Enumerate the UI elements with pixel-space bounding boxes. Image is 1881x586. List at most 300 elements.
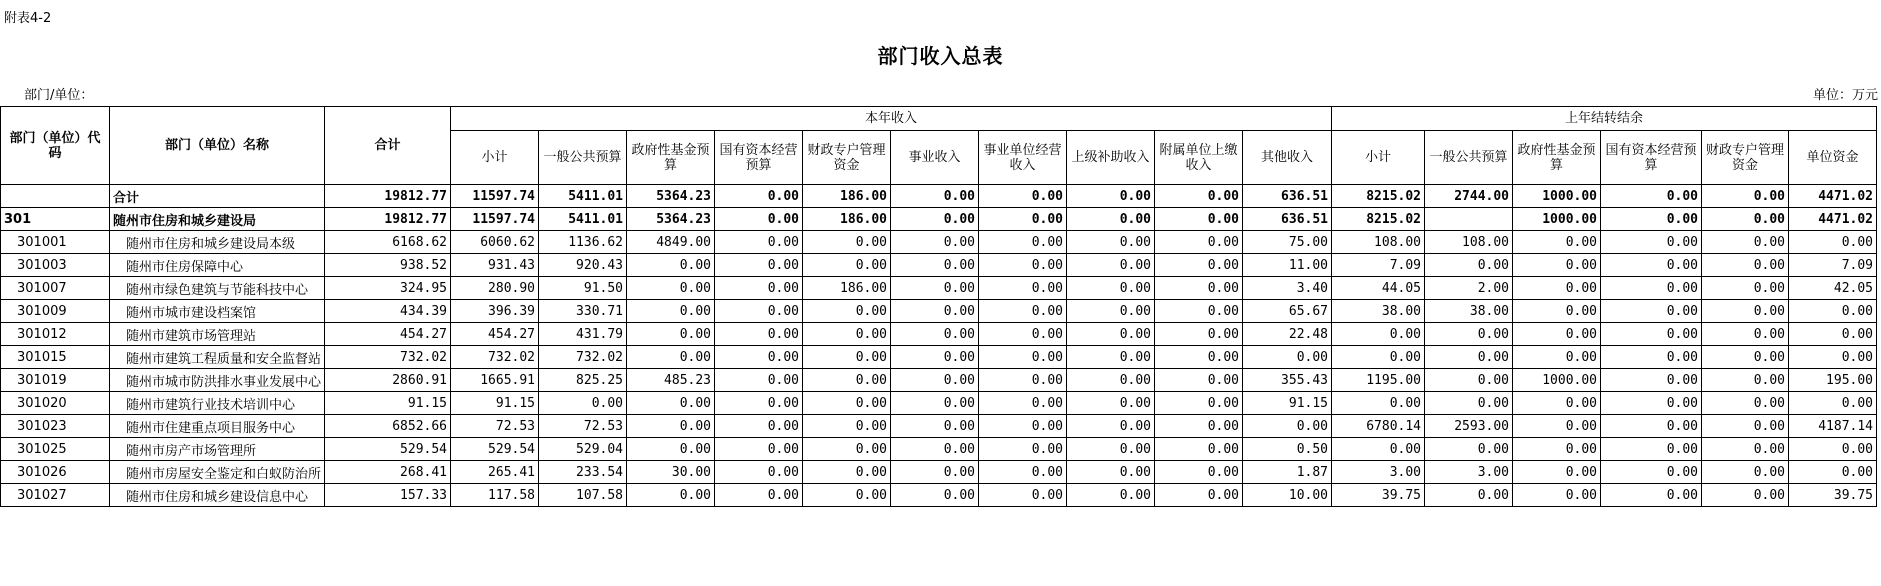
row-code: 301019 bbox=[1, 369, 110, 392]
row-value: 0.00 bbox=[1067, 277, 1155, 300]
row-value: 0.00 bbox=[627, 300, 715, 323]
row-value: 0.00 bbox=[1425, 369, 1513, 392]
row-value: 11597.74 bbox=[451, 185, 539, 208]
row-value: 1000.00 bbox=[1513, 369, 1601, 392]
header-carry-col: 政府性基金预算 bbox=[1513, 131, 1601, 185]
row-code: 301025 bbox=[1, 438, 110, 461]
row-value: 0.00 bbox=[1067, 231, 1155, 254]
row-value: 0.00 bbox=[1067, 438, 1155, 461]
row-value: 1000.00 bbox=[1513, 208, 1601, 231]
row-value: 91.15 bbox=[325, 392, 451, 415]
row-value: 0.00 bbox=[1601, 185, 1702, 208]
row-value: 0.00 bbox=[1601, 277, 1702, 300]
row-name: 随州市建筑工程质量和安全监督站 bbox=[110, 346, 325, 369]
row-value: 454.27 bbox=[325, 323, 451, 346]
row-value: 0.50 bbox=[1243, 438, 1332, 461]
row-code: 301012 bbox=[1, 323, 110, 346]
row-value: 0.00 bbox=[803, 300, 891, 323]
row-name: 随州市住房保障中心 bbox=[110, 254, 325, 277]
header-current-col: 附属单位上缴收入 bbox=[1155, 131, 1243, 185]
row-value: 0.00 bbox=[1067, 461, 1155, 484]
header-carryover: 上年结转结余 bbox=[1332, 107, 1877, 131]
row-value: 3.00 bbox=[1332, 461, 1425, 484]
header-carry-col: 国有资本经营预算 bbox=[1601, 131, 1702, 185]
row-value: 0.00 bbox=[803, 438, 891, 461]
row-value: 6168.62 bbox=[325, 231, 451, 254]
row-value: 2593.00 bbox=[1425, 415, 1513, 438]
row-value: 0.00 bbox=[891, 254, 979, 277]
row-value: 0.00 bbox=[1702, 438, 1789, 461]
row-value: 0.00 bbox=[1702, 392, 1789, 415]
row-value: 186.00 bbox=[803, 208, 891, 231]
row-value: 1.87 bbox=[1243, 461, 1332, 484]
row-code bbox=[1, 185, 110, 208]
row-value: 0.00 bbox=[1155, 231, 1243, 254]
row-value: 0.00 bbox=[1702, 277, 1789, 300]
row-value: 0.00 bbox=[1513, 323, 1601, 346]
row-value: 10.00 bbox=[1243, 484, 1332, 507]
row-value: 529.54 bbox=[451, 438, 539, 461]
row-value: 0.00 bbox=[1702, 484, 1789, 507]
row-value: 825.25 bbox=[539, 369, 627, 392]
row-value: 72.53 bbox=[539, 415, 627, 438]
row-value: 0.00 bbox=[979, 208, 1067, 231]
row-value: 0.00 bbox=[1601, 484, 1702, 507]
row-value: 0.00 bbox=[1155, 438, 1243, 461]
row-value: 0.00 bbox=[891, 323, 979, 346]
table-row bbox=[1, 277, 1877, 300]
row-value: 157.33 bbox=[325, 484, 451, 507]
dept-label: 部门/单位： bbox=[24, 88, 94, 103]
row-value: 3.00 bbox=[1425, 461, 1513, 484]
row-value: 186.00 bbox=[803, 185, 891, 208]
row-value: 0.00 bbox=[715, 461, 803, 484]
row-value: 0.00 bbox=[979, 277, 1067, 300]
row-value: 732.02 bbox=[451, 346, 539, 369]
row-value: 0.00 bbox=[1702, 185, 1789, 208]
row-value: 39.75 bbox=[1332, 484, 1425, 507]
row-value: 0.00 bbox=[627, 346, 715, 369]
row-value: 0.00 bbox=[627, 438, 715, 461]
row-value: 0.00 bbox=[627, 392, 715, 415]
row-value: 0.00 bbox=[1067, 484, 1155, 507]
table-row bbox=[1, 185, 1877, 208]
row-value: 0.00 bbox=[1067, 392, 1155, 415]
header-current-col: 事业收入 bbox=[891, 131, 979, 185]
row-value: 30.00 bbox=[627, 461, 715, 484]
row-code: 301 bbox=[1, 208, 110, 231]
row-value: 0.00 bbox=[627, 484, 715, 507]
row-value: 636.51 bbox=[1243, 185, 1332, 208]
row-value: 0.00 bbox=[891, 369, 979, 392]
header-carry-col: 一般公共预算 bbox=[1425, 131, 1513, 185]
row-value: 0.00 bbox=[1513, 438, 1601, 461]
row-value: 233.54 bbox=[539, 461, 627, 484]
row-value: 0.00 bbox=[1513, 484, 1601, 507]
row-value: 0.00 bbox=[979, 300, 1067, 323]
row-value: 4471.02 bbox=[1789, 185, 1877, 208]
row-value: 0.00 bbox=[803, 369, 891, 392]
row-code: 301007 bbox=[1, 277, 110, 300]
row-value: 0.00 bbox=[979, 484, 1067, 507]
income-table bbox=[0, 106, 1877, 507]
row-value: 0.00 bbox=[1332, 346, 1425, 369]
row-value: 0.00 bbox=[891, 208, 979, 231]
row-value: 0.00 bbox=[979, 254, 1067, 277]
row-value: 0.00 bbox=[627, 323, 715, 346]
header-current-col: 事业单位经营收入 bbox=[979, 131, 1067, 185]
row-value: 0.00 bbox=[803, 254, 891, 277]
row-value: 0.00 bbox=[1067, 415, 1155, 438]
row-code: 301001 bbox=[1, 231, 110, 254]
row-value: 920.43 bbox=[539, 254, 627, 277]
row-value: 0.00 bbox=[803, 415, 891, 438]
row-name: 随州市住房和城乡建设局本级 bbox=[110, 231, 325, 254]
row-value: 0.00 bbox=[1067, 208, 1155, 231]
header-current-col: 上级补助收入 bbox=[1067, 131, 1155, 185]
row-value: 8215.02 bbox=[1332, 185, 1425, 208]
row-code: 301026 bbox=[1, 461, 110, 484]
row-value: 0.00 bbox=[1513, 461, 1601, 484]
row-value: 324.95 bbox=[325, 277, 451, 300]
row-value: 3.40 bbox=[1243, 277, 1332, 300]
row-value: 0.00 bbox=[891, 300, 979, 323]
row-value: 0.00 bbox=[1513, 231, 1601, 254]
row-name: 随州市建筑行业技术培训中心 bbox=[110, 392, 325, 415]
row-value: 0.00 bbox=[1425, 346, 1513, 369]
row-value: 44.05 bbox=[1332, 277, 1425, 300]
row-value: 0.00 bbox=[1601, 254, 1702, 277]
table-row bbox=[1, 346, 1877, 369]
row-value: 11597.74 bbox=[451, 208, 539, 231]
header-current-col: 一般公共预算 bbox=[539, 131, 627, 185]
row-value: 7.09 bbox=[1332, 254, 1425, 277]
row-value: 0.00 bbox=[1155, 369, 1243, 392]
row-value: 7.09 bbox=[1789, 254, 1877, 277]
row-value: 0.00 bbox=[715, 185, 803, 208]
row-name: 随州市住建重点项目服务中心 bbox=[110, 415, 325, 438]
row-value: 107.58 bbox=[539, 484, 627, 507]
row-value: 0.00 bbox=[715, 346, 803, 369]
row-name: 随州市建筑市场管理站 bbox=[110, 323, 325, 346]
table-row bbox=[1, 438, 1877, 461]
table-row bbox=[1, 231, 1877, 254]
row-value: 91.15 bbox=[451, 392, 539, 415]
header-name: 部门（单位）名称 bbox=[110, 107, 325, 185]
row-value: 529.54 bbox=[325, 438, 451, 461]
row-value: 0.00 bbox=[1601, 369, 1702, 392]
row-value: 0.00 bbox=[1332, 392, 1425, 415]
row-value: 0.00 bbox=[979, 392, 1067, 415]
row-code: 301027 bbox=[1, 484, 110, 507]
row-value: 0.00 bbox=[1702, 346, 1789, 369]
row-code: 301009 bbox=[1, 300, 110, 323]
row-value: 0.00 bbox=[1067, 346, 1155, 369]
row-value: 0.00 bbox=[1789, 392, 1877, 415]
row-value: 0.00 bbox=[1601, 461, 1702, 484]
row-value: 2.00 bbox=[1425, 277, 1513, 300]
row-value: 0.00 bbox=[891, 438, 979, 461]
row-value: 0.00 bbox=[1425, 438, 1513, 461]
row-value: 0.00 bbox=[715, 300, 803, 323]
row-value: 72.53 bbox=[451, 415, 539, 438]
row-value: 91.15 bbox=[1243, 392, 1332, 415]
row-value: 108.00 bbox=[1425, 231, 1513, 254]
row-code: 301020 bbox=[1, 392, 110, 415]
table-row bbox=[1, 254, 1877, 277]
row-value: 0.00 bbox=[1702, 323, 1789, 346]
row-value: 1665.91 bbox=[451, 369, 539, 392]
row-code: 301023 bbox=[1, 415, 110, 438]
header-total: 合计 bbox=[325, 107, 451, 185]
row-name: 合计 bbox=[110, 185, 325, 208]
row-code: 301003 bbox=[1, 254, 110, 277]
table-row bbox=[1, 415, 1877, 438]
row-value: 0.00 bbox=[1155, 392, 1243, 415]
row-value: 280.90 bbox=[451, 277, 539, 300]
row-value: 0.00 bbox=[979, 438, 1067, 461]
row-value: 0.00 bbox=[803, 461, 891, 484]
row-value: 0.00 bbox=[1601, 231, 1702, 254]
row-value: 0.00 bbox=[715, 277, 803, 300]
row-value: 39.75 bbox=[1789, 484, 1877, 507]
row-value: 0.00 bbox=[803, 323, 891, 346]
row-value: 0.00 bbox=[715, 415, 803, 438]
row-value: 431.79 bbox=[539, 323, 627, 346]
row-value: 0.00 bbox=[1067, 300, 1155, 323]
row-value: 0.00 bbox=[979, 346, 1067, 369]
row-value: 0.00 bbox=[1789, 231, 1877, 254]
row-value: 4471.02 bbox=[1789, 208, 1877, 231]
row-value: 0.00 bbox=[627, 415, 715, 438]
row-value: 0.00 bbox=[1155, 415, 1243, 438]
row-value: 355.43 bbox=[1243, 369, 1332, 392]
row-value: 22.48 bbox=[1243, 323, 1332, 346]
row-value: 0.00 bbox=[1601, 346, 1702, 369]
row-value: 0.00 bbox=[1601, 300, 1702, 323]
row-name: 随州市城市防洪排水事业发展中心 bbox=[110, 369, 325, 392]
row-value: 0.00 bbox=[891, 484, 979, 507]
row-value: 0.00 bbox=[1702, 415, 1789, 438]
row-name: 随州市城市建设档案馆 bbox=[110, 300, 325, 323]
row-value: 38.00 bbox=[1425, 300, 1513, 323]
row-value: 117.58 bbox=[451, 484, 539, 507]
row-value: 0.00 bbox=[1243, 415, 1332, 438]
row-value: 0.00 bbox=[1067, 254, 1155, 277]
row-value: 0.00 bbox=[891, 185, 979, 208]
row-value: 0.00 bbox=[1067, 323, 1155, 346]
row-name: 随州市住房和城乡建设信息中心 bbox=[110, 484, 325, 507]
row-value: 0.00 bbox=[1789, 438, 1877, 461]
row-value: 19812.77 bbox=[325, 208, 451, 231]
row-value: 0.00 bbox=[1601, 208, 1702, 231]
row-value: 0.00 bbox=[1789, 323, 1877, 346]
row-value: 0.00 bbox=[1332, 438, 1425, 461]
row-value: 91.50 bbox=[539, 277, 627, 300]
header-current-col: 小计 bbox=[451, 131, 539, 185]
row-value: 0.00 bbox=[803, 484, 891, 507]
row-value: 1195.00 bbox=[1332, 369, 1425, 392]
row-value: 38.00 bbox=[1332, 300, 1425, 323]
row-value: 6852.66 bbox=[325, 415, 451, 438]
unit-label: 单位：万元 bbox=[1812, 88, 1878, 103]
row-value: 529.04 bbox=[539, 438, 627, 461]
row-value: 0.00 bbox=[1513, 254, 1601, 277]
row-value: 0.00 bbox=[979, 369, 1067, 392]
row-value: 0.00 bbox=[803, 231, 891, 254]
row-value: 0.00 bbox=[979, 323, 1067, 346]
row-value: 5364.23 bbox=[627, 208, 715, 231]
row-value: 636.51 bbox=[1243, 208, 1332, 231]
row-value: 0.00 bbox=[627, 277, 715, 300]
row-value: 0.00 bbox=[1067, 185, 1155, 208]
row-value: 0.00 bbox=[803, 346, 891, 369]
row-value: 5411.01 bbox=[539, 208, 627, 231]
row-value: 11.00 bbox=[1243, 254, 1332, 277]
row-value: 0.00 bbox=[1425, 392, 1513, 415]
row-value: 0.00 bbox=[539, 392, 627, 415]
row-value: 1136.62 bbox=[539, 231, 627, 254]
row-value: 4849.00 bbox=[627, 231, 715, 254]
row-value: 42.05 bbox=[1789, 277, 1877, 300]
page-title: 部门收入总表 bbox=[877, 44, 1004, 68]
table-row bbox=[1, 300, 1877, 323]
annex-label: 附表4-2 bbox=[4, 11, 52, 26]
row-value: 0.00 bbox=[979, 231, 1067, 254]
row-value: 931.43 bbox=[451, 254, 539, 277]
row-value: 0.00 bbox=[1513, 300, 1601, 323]
table-row bbox=[1, 392, 1877, 415]
row-value: 0.00 bbox=[1789, 300, 1877, 323]
row-value: 75.00 bbox=[1243, 231, 1332, 254]
row-value: 0.00 bbox=[891, 346, 979, 369]
row-value: 0.00 bbox=[1155, 208, 1243, 231]
row-value: 265.41 bbox=[451, 461, 539, 484]
row-value: 0.00 bbox=[1789, 461, 1877, 484]
row-value: 938.52 bbox=[325, 254, 451, 277]
row-value: 0.00 bbox=[715, 438, 803, 461]
row-value: 0.00 bbox=[1332, 323, 1425, 346]
row-value: 108.00 bbox=[1332, 231, 1425, 254]
row-value: 0.00 bbox=[1155, 484, 1243, 507]
row-value: 0.00 bbox=[891, 392, 979, 415]
row-value: 0.00 bbox=[1702, 300, 1789, 323]
row-value: 0.00 bbox=[1425, 254, 1513, 277]
row-value: 19812.77 bbox=[325, 185, 451, 208]
row-value: 0.00 bbox=[1243, 346, 1332, 369]
table-row bbox=[1, 369, 1877, 392]
row-value: 5364.23 bbox=[627, 185, 715, 208]
row-value: 434.39 bbox=[325, 300, 451, 323]
row-value: 0.00 bbox=[1155, 346, 1243, 369]
row-value: 6060.62 bbox=[451, 231, 539, 254]
row-value: 454.27 bbox=[451, 323, 539, 346]
row-name: 随州市房屋安全鉴定和白蚁防治所 bbox=[110, 461, 325, 484]
row-value: 0.00 bbox=[891, 277, 979, 300]
row-value: 0.00 bbox=[1702, 461, 1789, 484]
row-value bbox=[1425, 208, 1513, 231]
header-current-col: 政府性基金预算 bbox=[627, 131, 715, 185]
row-value: 5411.01 bbox=[539, 185, 627, 208]
row-value: 0.00 bbox=[1513, 346, 1601, 369]
row-value: 0.00 bbox=[715, 369, 803, 392]
row-value: 0.00 bbox=[715, 392, 803, 415]
row-name: 随州市住房和城乡建设局 bbox=[110, 208, 325, 231]
row-value: 0.00 bbox=[1789, 346, 1877, 369]
table-row bbox=[1, 323, 1877, 346]
row-value: 396.39 bbox=[451, 300, 539, 323]
header-current-col: 国有资本经营预算 bbox=[715, 131, 803, 185]
row-value: 0.00 bbox=[1155, 277, 1243, 300]
row-value: 0.00 bbox=[1513, 392, 1601, 415]
row-value: 0.00 bbox=[1425, 484, 1513, 507]
row-value: 0.00 bbox=[1155, 185, 1243, 208]
row-value: 0.00 bbox=[1601, 438, 1702, 461]
row-value: 0.00 bbox=[1425, 323, 1513, 346]
row-value: 330.71 bbox=[539, 300, 627, 323]
row-code: 301015 bbox=[1, 346, 110, 369]
row-value: 186.00 bbox=[803, 277, 891, 300]
row-value: 4187.14 bbox=[1789, 415, 1877, 438]
row-value: 0.00 bbox=[1702, 208, 1789, 231]
row-value: 0.00 bbox=[891, 231, 979, 254]
row-value: 0.00 bbox=[1513, 415, 1601, 438]
row-value: 0.00 bbox=[1067, 369, 1155, 392]
row-value: 0.00 bbox=[1155, 323, 1243, 346]
row-value: 2860.91 bbox=[325, 369, 451, 392]
row-value: 0.00 bbox=[627, 254, 715, 277]
row-value: 0.00 bbox=[979, 461, 1067, 484]
row-value: 0.00 bbox=[1155, 254, 1243, 277]
row-value: 0.00 bbox=[891, 415, 979, 438]
row-name: 随州市绿色建筑与节能科技中心 bbox=[110, 277, 325, 300]
row-value: 0.00 bbox=[1513, 277, 1601, 300]
row-value: 8215.02 bbox=[1332, 208, 1425, 231]
table-row bbox=[1, 484, 1877, 507]
header-code: 部门（单位）代码 bbox=[1, 107, 110, 185]
row-value: 0.00 bbox=[1702, 369, 1789, 392]
row-value: 0.00 bbox=[1155, 300, 1243, 323]
table-row bbox=[1, 208, 1877, 231]
row-value: 268.41 bbox=[325, 461, 451, 484]
row-value: 0.00 bbox=[715, 208, 803, 231]
header-carry-col: 单位资金 bbox=[1789, 131, 1877, 185]
row-value: 0.00 bbox=[979, 415, 1067, 438]
row-value: 6780.14 bbox=[1332, 415, 1425, 438]
row-value: 0.00 bbox=[1601, 415, 1702, 438]
header-carry-col: 小计 bbox=[1332, 131, 1425, 185]
row-value: 0.00 bbox=[715, 484, 803, 507]
row-value: 0.00 bbox=[1601, 323, 1702, 346]
row-value: 0.00 bbox=[979, 185, 1067, 208]
row-value: 732.02 bbox=[325, 346, 451, 369]
header-carry-col: 财政专户管理资金 bbox=[1702, 131, 1789, 185]
header-current-col: 其他收入 bbox=[1243, 131, 1332, 185]
row-value: 1000.00 bbox=[1513, 185, 1601, 208]
row-value: 0.00 bbox=[1155, 461, 1243, 484]
row-value: 2744.00 bbox=[1425, 185, 1513, 208]
header-current-col: 财政专户管理资金 bbox=[803, 131, 891, 185]
row-value: 732.02 bbox=[539, 346, 627, 369]
table-row bbox=[1, 461, 1877, 484]
row-value: 0.00 bbox=[715, 231, 803, 254]
row-value: 0.00 bbox=[803, 392, 891, 415]
row-value: 0.00 bbox=[1702, 254, 1789, 277]
row-value: 0.00 bbox=[891, 461, 979, 484]
row-value: 485.23 bbox=[627, 369, 715, 392]
row-value: 0.00 bbox=[1601, 392, 1702, 415]
row-name: 随州市房产市场管理所 bbox=[110, 438, 325, 461]
